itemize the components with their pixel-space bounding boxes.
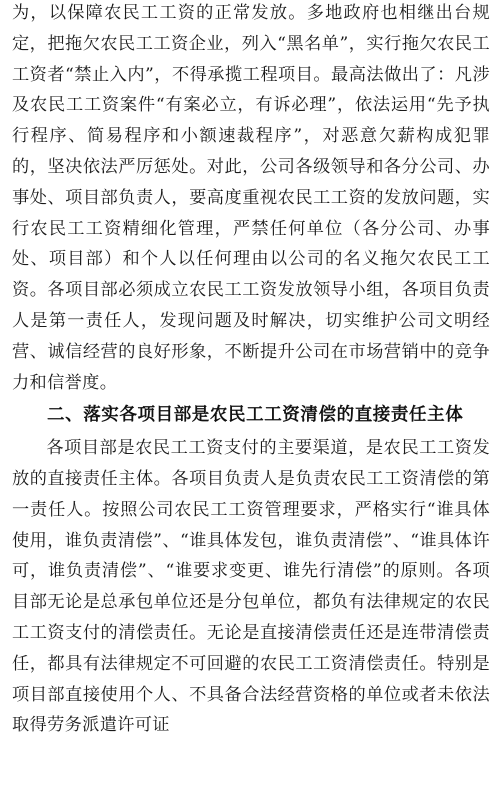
- body-paragraph: 为，以保障农民工工资的正常发放。多地政府也相继出台规定，把拖欠农民工工资企业，列入“黑名单”，实行拖欠农民工工资者“禁止入内”，不得承揽工程项目。最高法做出了：凡涉及农民工工资案件“有案必立，有诉必理”，依法运用“先予执行程序、简易程序和小额速裁程序”，对恶意欠薪构成犯罪的，坚决依法严厉惩处。对此，公司各级领导和各分公司、办事处、项目部负责人，要高度重视农民工工资的发放问题，实行农民工工资精细化管理，严禁任何单位（各分公司、办事处、项目部）和个人以任何理由以公司的名义拖欠农民工工资。各项目部必须成立农民工工资发放领导小组，各项目负责人是第一责任人，发现问题及时解决，切实维护公司文明经营、诚信经营的良好形象，不断提升公司在市场营销中的竞争力和信誉度。: [12, 3, 490, 393]
- section-heading: 二、落实各项目部是农民工工资清偿的直接责任主体: [47, 405, 464, 426]
- body-paragraph: 各项目部是农民工工资支付的主要渠道，是农民工工资发放的直接责任主体。各项目负责人是负责农民工工资清偿的第一责任人。按照公司农民工工资管理要求，严格实行“谁具体使用，谁负责清偿”、“谁具体发包，谁负责清偿”、“谁具体许可，谁负责清偿”、“谁要求变更、谁先行清偿”的原则。各项目部无论是总承包单位还是分包单位，都负有法律规定的农民工工资支付的清偿责任。无论是直接清偿责任还是连带清偿责任，都具有法律规定不可回避的农民工工资清偿责任。特别是项目部直接使用个人、不具备合法经营资格的单位或者未依法取得劳务派遣许可证: [12, 438, 490, 736]
